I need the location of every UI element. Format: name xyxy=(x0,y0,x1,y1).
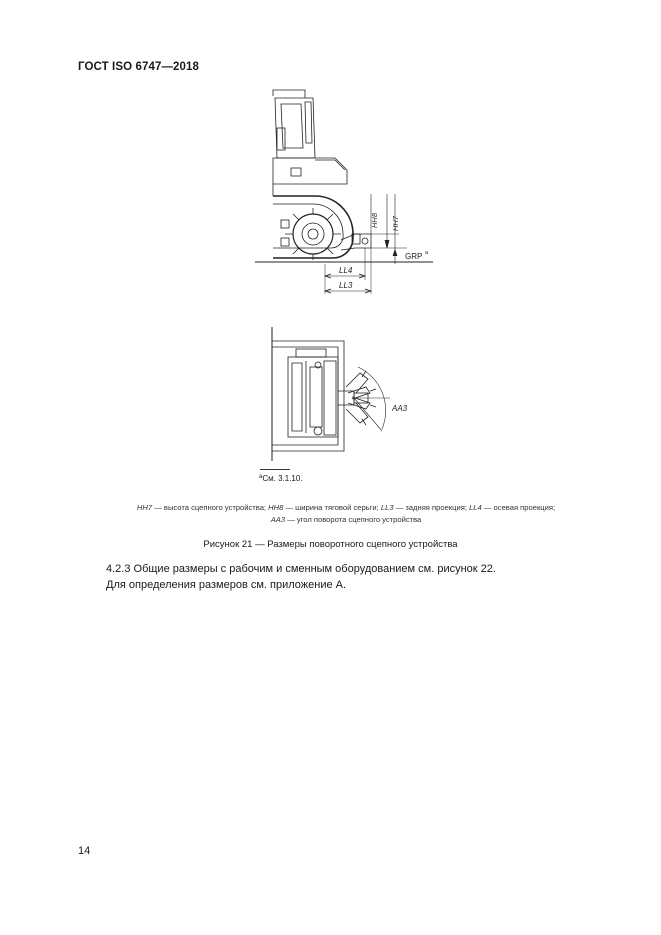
ll3-label: LL3 xyxy=(339,281,353,290)
legend-text-ll3: — задняя проекция; xyxy=(393,503,470,512)
page-number: 14 xyxy=(78,845,91,857)
figure-top-view xyxy=(258,327,418,467)
body-paragraph-2: Для определения размеров см. приложение А. xyxy=(106,579,347,591)
legend-text-hh8: — ширина тяговой серьги; xyxy=(283,503,381,512)
legend-symbol-ll3: LL3 xyxy=(380,503,394,512)
footnote xyxy=(259,474,303,483)
grp-label: GRP xyxy=(405,252,423,261)
hh8-label: HH8 xyxy=(370,212,379,228)
grp-superscript: a xyxy=(425,250,429,256)
legend-symbol-hh7: HH7 xyxy=(136,503,153,512)
hh7-label: HH7 xyxy=(391,215,400,231)
ll4-label: LL4 xyxy=(339,266,353,275)
footnote-text: См. 3.1.10. xyxy=(262,474,303,483)
legend-symbol-ll4: LL4 xyxy=(469,503,482,512)
body-paragraph-1: 4.2.3 Общие размеры с рабочим и сменным оборудованием см. рисунок 22. xyxy=(106,563,496,575)
figure-caption: Рисунок 21 — Размеры поворотного сцепного устройства xyxy=(203,539,458,550)
footnote-rule xyxy=(260,469,290,470)
aa3-label: AA3 xyxy=(392,404,408,413)
legend-text-ll4: — осевая проекция; xyxy=(481,503,556,512)
legend-symbol-hh8: HH8 xyxy=(268,503,284,512)
legend-text-aa3: — угол поворота сцепного устройства xyxy=(285,515,422,524)
legend-text-hh7: — высота сцепного устройства; xyxy=(152,503,269,512)
footnote-marker: a xyxy=(259,474,263,480)
legend-symbol-aa3: AA3 xyxy=(270,515,286,524)
figure-side-view xyxy=(255,88,445,300)
figure-legend xyxy=(96,502,596,526)
document-header: ГОСТ ISO 6747—2018 xyxy=(78,61,200,73)
